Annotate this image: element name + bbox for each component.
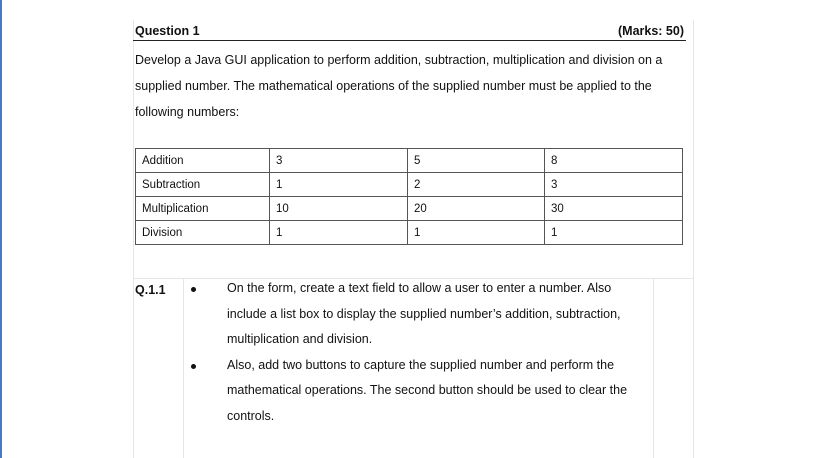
frame-line-left bbox=[133, 20, 134, 458]
bullet-dot-icon bbox=[191, 364, 196, 369]
table-row bbox=[136, 221, 683, 245]
question-intro bbox=[135, 47, 690, 125]
table-cell-value: 2 bbox=[408, 173, 545, 197]
frame-line-right bbox=[693, 20, 694, 458]
table-cell-value: 3 bbox=[270, 149, 408, 173]
bullet-line: multiplication and division. bbox=[227, 332, 373, 346]
table-cell-value: 1 bbox=[408, 221, 545, 245]
table-cell-value: 5 bbox=[408, 149, 545, 173]
question-header bbox=[133, 22, 686, 41]
bullet-line: include a list box to display the supplied number’s addition, subtraction, bbox=[227, 306, 621, 321]
frame-line-col bbox=[183, 278, 184, 458]
intro-line: supplied number. The mathematical operations of the supplied number must be applied to the bbox=[135, 79, 652, 93]
bullet-line: On the form, create a text field to allow a user to enter a number. Also bbox=[227, 281, 612, 295]
table-cell-value: 10 bbox=[270, 197, 408, 221]
table-row bbox=[136, 149, 683, 173]
table-cell-operation: Subtraction bbox=[136, 173, 270, 197]
intro-line: following numbers: bbox=[135, 105, 240, 119]
bullet-line: controls. bbox=[227, 408, 275, 423]
table-cell-value: 1 bbox=[270, 221, 408, 245]
intro-line: Develop a Java GUI application to perform addition, subtraction, multiplication and division on a bbox=[135, 53, 663, 67]
table-row bbox=[136, 173, 683, 197]
bullet-item bbox=[185, 276, 655, 353]
table-cell-operation: Division bbox=[136, 221, 270, 245]
table-cell-value: 20 bbox=[408, 197, 545, 221]
table-cell-operation: Addition bbox=[136, 149, 270, 173]
table-cell-value: 3 bbox=[545, 173, 683, 197]
table-cell-value: 1 bbox=[545, 221, 683, 245]
table-cell-value: 1 bbox=[270, 173, 408, 197]
bullet-item bbox=[185, 353, 655, 430]
operations-table bbox=[135, 148, 683, 245]
question-title: Question 1 bbox=[135, 24, 200, 38]
table-cell-value: 30 bbox=[545, 197, 683, 221]
bullet-dot-icon bbox=[191, 287, 196, 292]
subquestion-label: Q.1.1 bbox=[135, 283, 166, 297]
table-cell-operation: Multiplication bbox=[136, 197, 270, 221]
table-cell-value: 8 bbox=[545, 149, 683, 173]
table-row bbox=[136, 197, 683, 221]
question-marks: (Marks: 50) bbox=[618, 24, 684, 38]
subquestion-bullets bbox=[185, 276, 655, 429]
bullet-line: Also, add two buttons to capture the supplied number and perform the bbox=[227, 357, 615, 372]
bullet-line: mathematical operations. The second button should be used to clear the bbox=[227, 383, 628, 397]
